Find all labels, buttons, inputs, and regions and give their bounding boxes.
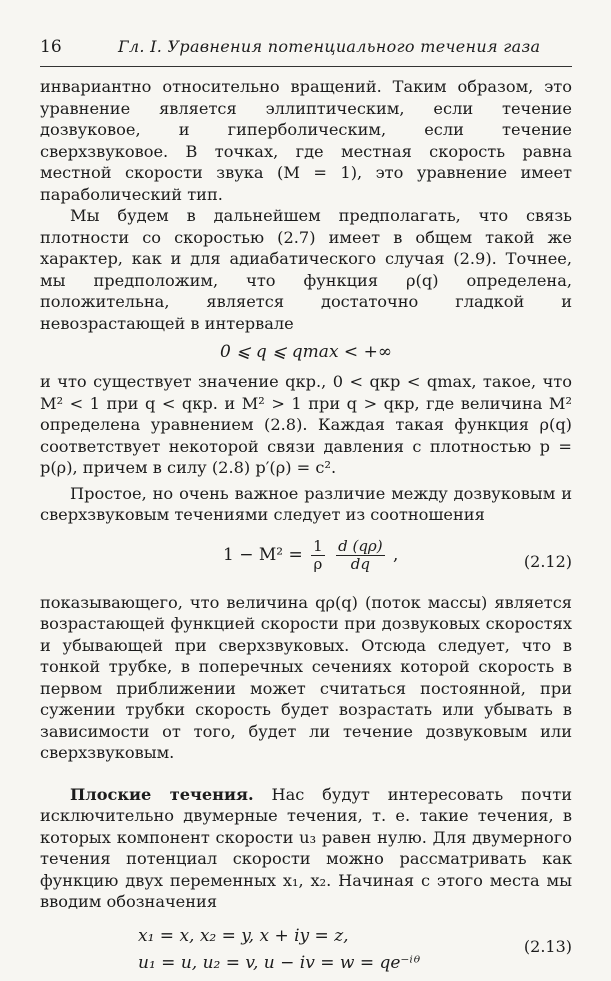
eq212-tail: , [393, 544, 399, 565]
equation-2-12 [40, 530, 572, 586]
inequality-display: 0 ⩽ q ⩽ qmax < +∞ [220, 342, 392, 362]
page-number: 16 [40, 37, 62, 57]
paragraph-6-text: Нас будут интересовать почти исключительно двумерные течения, т. е. такие течения, в которых компонент скорости u₃ равен нулю. Для двумерного течения потенциал скорости можно рассматривать как функцию двух переменных x₁, x₂. Начиная с этого места мы вводим обозначения [40, 784, 572, 911]
equation-number-2-13: (2.13) [523, 936, 572, 956]
eq212-fraction-1 [311, 538, 325, 573]
paragraph-4: Простое, но очень важное различие между дозвуковым и сверхзвуковым течениями следует из соотношения [40, 483, 572, 524]
paragraph-3: и что существует значение qкр., 0 < qкр < qmax, такое, что M² < 1 при q < qкр. и M² > 1 при q > qкр, где величина M² определена уравнением (2.8). Каждая такая функция ρ(q) соответствует некоторой связи давления с плотностью p = p(ρ), причем в силу (2.8) p′(ρ) = c². [40, 372, 572, 477]
running-title: Гл. I. Уравнения потенциального течения газа [118, 37, 541, 56]
paragraph-1: инвариантно относительно вращений. Таким образом, это уравнение является эллиптическим, если течение дозвуковое, и гиперболическим, если течение сверхзвуковое. В точках, где местная скорость равна местной скорости звука (M = 1), это уравнение имеет параболический тип. [40, 77, 572, 204]
eq212-frac2-den: dq [350, 554, 370, 573]
eq213-line-1: x₁ = x, x₂ = y, x + iy = z, [138, 925, 349, 946]
page-body [40, 76, 572, 981]
eq213-line-2: u₁ = u, u₂ = v, u − iv = w = qe⁻ⁱᶿ [138, 952, 421, 973]
paragraph-5: показывающего, что величина qρ(q) (поток массы) является возрастающей функцией скорости при дозвуковых скоростях и убывающей при сверхзвуковых. Отсюда следует, что в тонкой трубке, в поперечных сечениях которой скорость в первом приближении может считаться постоянной, при сужении трубки скорость будет возрастать или убывать в зависимости от того, будет ли течение дозвуковым или сверхзвуковым. [40, 592, 572, 762]
eq212-frac1-den: ρ [313, 554, 323, 573]
header-rule [40, 66, 572, 67]
eq212-fraction-2 [336, 538, 385, 573]
eq212-lhs: 1 − M² = [223, 544, 303, 565]
equation-number-2-12: (2.12) [523, 551, 572, 571]
equation-2-12-body [223, 538, 398, 573]
eq212-frac1-num: 1 [313, 536, 323, 555]
eq212-frac2-num: d (qρ) [338, 536, 383, 555]
running-header [40, 37, 572, 59]
paragraph-6 [40, 784, 572, 913]
paragraph-2: Мы будем в дальнейшем предполагать, что связь плотности со скоростью (2.7) имеет в общем такой же характер, как и для адиабатического случая (2.9). Точнее, мы предположим, что функция ρ(q) определена, положительна, является достаточно гладкой и невозрастающей в интервале [40, 206, 572, 333]
section-heading-plane-flows: Плоские течения. [70, 784, 254, 804]
